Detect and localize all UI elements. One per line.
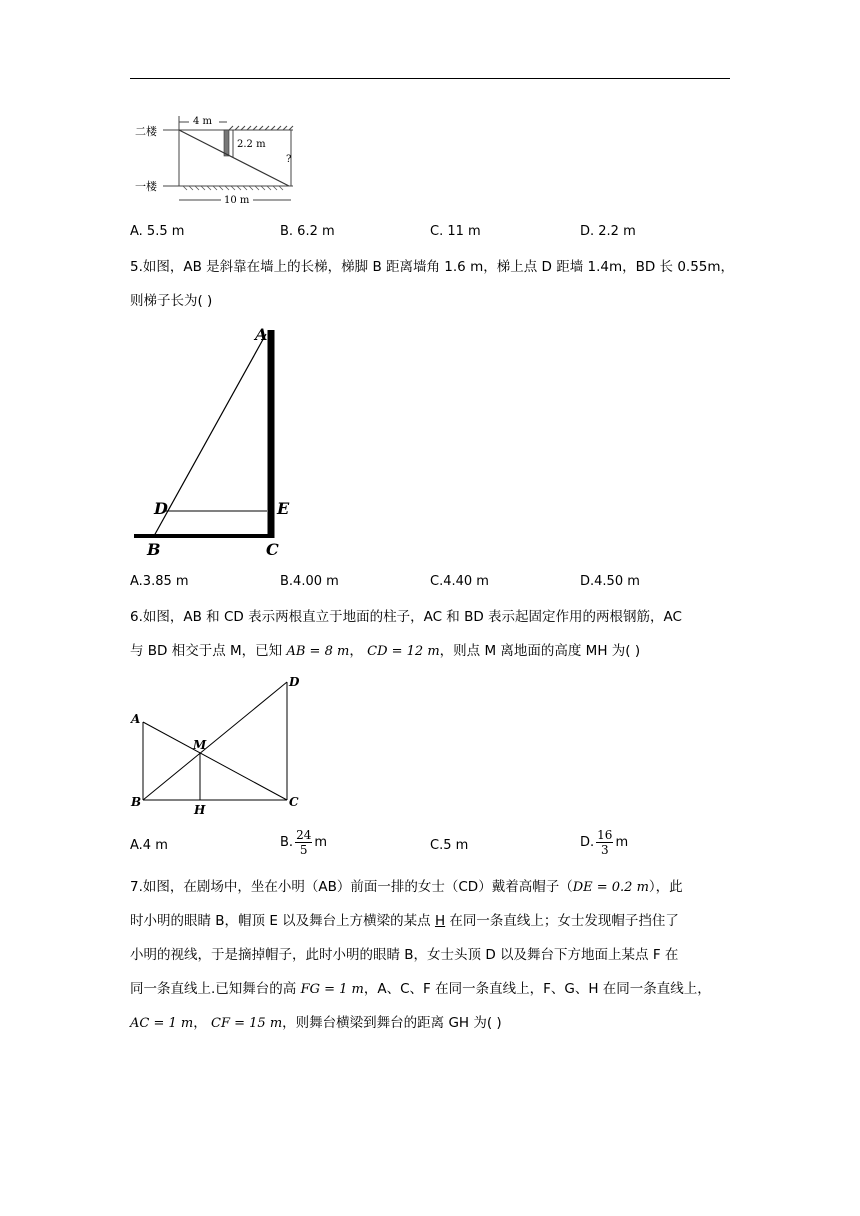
q4-option-a[interactable]: A. 5.5 m bbox=[130, 224, 185, 239]
q5-option-a[interactable]: A.3.85 m bbox=[130, 574, 189, 589]
q6-option-d-prefix: D. bbox=[580, 835, 595, 850]
q4-label-floor2: 二楼 bbox=[135, 125, 157, 138]
q4-dim-top-text: 4 m bbox=[193, 116, 213, 127]
q6-line2-text-c: ，则点 M 离地面的高度 MH 为( ) bbox=[439, 643, 641, 659]
q6-math-cd: CD = 12 m bbox=[367, 644, 440, 659]
q4-dim-bottom-text: 10 m bbox=[224, 195, 250, 206]
q6-options bbox=[130, 828, 730, 868]
q7-line5-text-b: ，则舞台横梁到舞台的距离 GH 为( ) bbox=[282, 1015, 502, 1031]
q6-line2 bbox=[130, 634, 730, 668]
q4-option-d[interactable]: D. 2.2 m bbox=[580, 224, 636, 239]
q4-ceiling-hatch bbox=[229, 126, 293, 130]
q5-option-c[interactable]: C.4.40 m bbox=[430, 574, 489, 589]
q6-line2-text-b: ， bbox=[349, 643, 368, 659]
q6-option-b-unit: m bbox=[314, 835, 328, 850]
q5-option-b[interactable]: B.4.00 m bbox=[280, 574, 339, 589]
q6-option-d-numerator: 16 bbox=[597, 828, 613, 842]
q7-line5 bbox=[130, 1006, 730, 1040]
q7-point-h-underlined: H bbox=[434, 913, 446, 929]
q7-line3: 小明的视线，于是摘掉帽子，此时小明的眼睛 B，女士头顶 D 以及舞台下方地面上某点 F 在 bbox=[130, 947, 679, 963]
q4-staircase-figure bbox=[133, 110, 308, 210]
q6-label-h: H bbox=[194, 803, 206, 817]
q4-wall-block bbox=[224, 130, 229, 156]
q5-label-b: B bbox=[147, 540, 161, 559]
q6-label-b: B bbox=[131, 795, 142, 809]
q5-ladder-figure bbox=[130, 322, 300, 562]
q6-label-c: C bbox=[289, 795, 299, 809]
q7-math-de: DE = 0.2 m bbox=[572, 880, 649, 895]
q5-label-d: D bbox=[154, 499, 168, 518]
q5-ladder-ab bbox=[154, 334, 266, 536]
header-rule bbox=[130, 78, 730, 79]
q6-bar-bd bbox=[143, 682, 287, 800]
q7-line1-text-a: 7.如图，在剧场中，坐在小明（AB）前面一排的女士（CD）戴着高帽子（ bbox=[130, 879, 573, 895]
q4-label-floor1: 一楼 bbox=[135, 180, 157, 193]
q7-line4-text-b: ，A、C、F 在同一条直线上，F、G、H 在同一条直线上， bbox=[363, 981, 711, 997]
q6-label-d: D bbox=[289, 675, 300, 689]
q6-bar-ac bbox=[143, 722, 287, 800]
q6-option-d-denominator: 3 bbox=[600, 843, 609, 857]
q4-stair-slope bbox=[179, 130, 292, 186]
q6-option-b[interactable] bbox=[280, 828, 327, 857]
q6-option-b-denominator: 5 bbox=[299, 843, 308, 857]
q5-option-d[interactable]: D.4.50 m bbox=[580, 574, 640, 589]
q5-label-c: C bbox=[266, 540, 279, 559]
q6-option-c[interactable]: C.5 m bbox=[430, 838, 469, 853]
q6-pillars-figure bbox=[128, 672, 308, 820]
q4-option-b[interactable]: B. 6.2 m bbox=[280, 224, 335, 239]
q6-option-a[interactable]: A.4 m bbox=[130, 838, 168, 853]
q5-label-a: A bbox=[255, 325, 268, 344]
q7-line2-text-b: 在同一条直线上；女士发现帽子挡住了 bbox=[445, 913, 679, 929]
q5-line1: 5.如图，AB 是斜靠在墙上的长梯，梯脚 B 距离墙角 1.6 m，梯上点 D 距墙 1.4m，BD 长 0.55m， bbox=[130, 259, 735, 275]
q7-line1-text-b: ），此 bbox=[648, 879, 683, 895]
q7-line1 bbox=[130, 870, 730, 904]
q7-line4 bbox=[130, 972, 730, 1006]
q4-option-c[interactable]: C. 11 m bbox=[430, 224, 481, 239]
q4-dim-height-text: 2.2 m bbox=[237, 139, 266, 150]
q6-line1: 6.如图，AB 和 CD 表示两根直立于地面的柱子，AC 和 BD 表示起固定作用的两根钢筋，AC bbox=[130, 609, 682, 625]
q6-label-m: M bbox=[193, 738, 207, 752]
q7-line2-text-a: 时小明的眼睛 B，帽顶 E 以及舞台上方横梁的某点 bbox=[130, 913, 435, 929]
q5-label-e: E bbox=[277, 499, 290, 518]
q6-option-d-unit: m bbox=[615, 835, 629, 850]
q7-question bbox=[130, 870, 730, 1040]
q6-question bbox=[130, 600, 730, 668]
q6-line2-text-a: 与 BD 相交于点 M，已知 bbox=[130, 643, 287, 659]
q4-floor-hatch bbox=[183, 186, 283, 190]
q7-math-ac: AC = 1 m bbox=[130, 1016, 194, 1031]
q4-dim-unknown: ? bbox=[286, 154, 292, 165]
q6-math-ab: AB = 8 m bbox=[286, 644, 350, 659]
q7-math-cf: CF = 15 m bbox=[211, 1016, 283, 1031]
q6-option-b-fraction bbox=[295, 828, 312, 857]
q5-question bbox=[130, 250, 735, 318]
q7-math-fg: FG = 1 m bbox=[300, 982, 364, 997]
q6-option-d-fraction bbox=[596, 828, 613, 857]
q6-option-d[interactable] bbox=[580, 828, 628, 857]
q7-line4-text-a: 同一条直线上.已知舞台的高 bbox=[130, 981, 301, 997]
q7-line2 bbox=[130, 904, 730, 938]
q5-line2: 则梯子长为( ) bbox=[130, 293, 213, 309]
q6-option-b-numerator: 24 bbox=[296, 828, 312, 842]
q7-line5-text-a: ， bbox=[193, 1015, 212, 1031]
q6-label-a: A bbox=[131, 712, 141, 726]
q6-option-b-prefix: B. bbox=[280, 835, 294, 850]
